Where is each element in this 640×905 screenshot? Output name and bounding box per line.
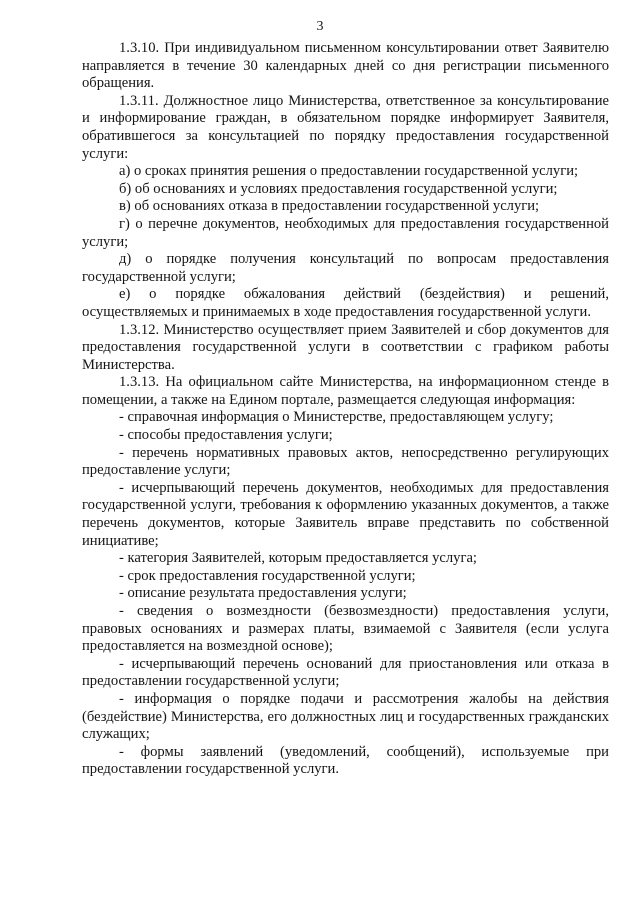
dash-item-application-forms: - формы заявлений (уведомлений, сообщений), используемые при предоставлении государственной услуги. (82, 743, 609, 778)
dash-item-service-term: - срок предоставления государственной услуги; (119, 567, 416, 584)
paragraph-1-3-11: 1.3.11. Должностное лицо Министерства, ответственное за консультирование и информирование граждан, в обязательном порядке информирует Заявителя, обратившегося за консультацией по порядку предоставления государственной услуги: (82, 92, 609, 162)
dash-item-legal-acts: - перечень нормативных правовых актов, непосредственно регулирующих предоставление услуги; (82, 444, 609, 479)
dash-item-refusal-grounds: - исчерпывающий перечень оснований для приостановления или отказа в предоставлении государственной услуги; (82, 655, 609, 690)
list-item-d: д) о порядке получения консультаций по вопросам предоставления государственной услуги; (82, 251, 609, 285)
dash-item-fee-info: - сведения о возмездности (безвозмездности) предоставления услуги, правовых основаниях и размерах платы, взимаемой с Заявителя (если услуга предоставляется на возмездной основе); (82, 603, 609, 655)
paragraph-1-3-13: 1.3.13. На официальном сайте Министерства, на информационном стенде в помещении, а также на Едином портале, размещается следующая информация: (82, 374, 609, 408)
list-item-g: г) о перечне документов, необходимых для предоставления государственной услуги; (82, 215, 609, 250)
document-body (82, 40, 609, 779)
dash-item-reference-info: - справочная информация о Министерстве, предоставляющем услугу; (119, 409, 554, 426)
dash-item-methods: - способы предоставления услуги; (119, 427, 333, 444)
list-item-v: в) об основаниях отказа в предоставлении государственной услуги; (119, 198, 540, 215)
dash-item-complaint-procedure: - информация о порядке подачи и рассмотрения жалобы на действия (бездействие) Министерства, его должностных лиц и государственных гражданских служащих; (82, 690, 609, 743)
dash-item-result-description: - описание результата предоставления услуги; (119, 585, 407, 602)
paragraph-1-3-12: 1.3.12. Министерство осуществляет прием Заявителей и сбор документов для предоставления государственной услуги в соответствии с графиком работы Министерства. (82, 321, 609, 373)
dash-item-applicant-category: - категория Заявителей, которым предоставляется услуга; (119, 550, 477, 567)
paragraph-1-3-10: 1.3.10. При индивидуальном письменном консультировании ответ Заявителю направляется в течение 30 календарных дней со дня регистрации письменного обращения. (82, 40, 609, 92)
list-item-b: б) об основаниях и условиях предоставления государственной услуги; (119, 180, 558, 197)
list-item-e: е) о порядке обжалования действий (бездействия) и решений, осуществляемых и принимаемых в ходе предоставления государственной услуги. (82, 286, 609, 320)
dash-item-documents-list: - исчерпывающий перечень документов, необходимых для предоставления государственной услуги, требования к оформлению указанных документов, а также перечень документов, которые Заявитель вправе представить по собственной инициативе; (82, 479, 609, 549)
list-item-a: а) о сроках принятия решения о предоставлении государственной услуги; (119, 163, 579, 180)
page-number: 3 (316, 19, 324, 34)
